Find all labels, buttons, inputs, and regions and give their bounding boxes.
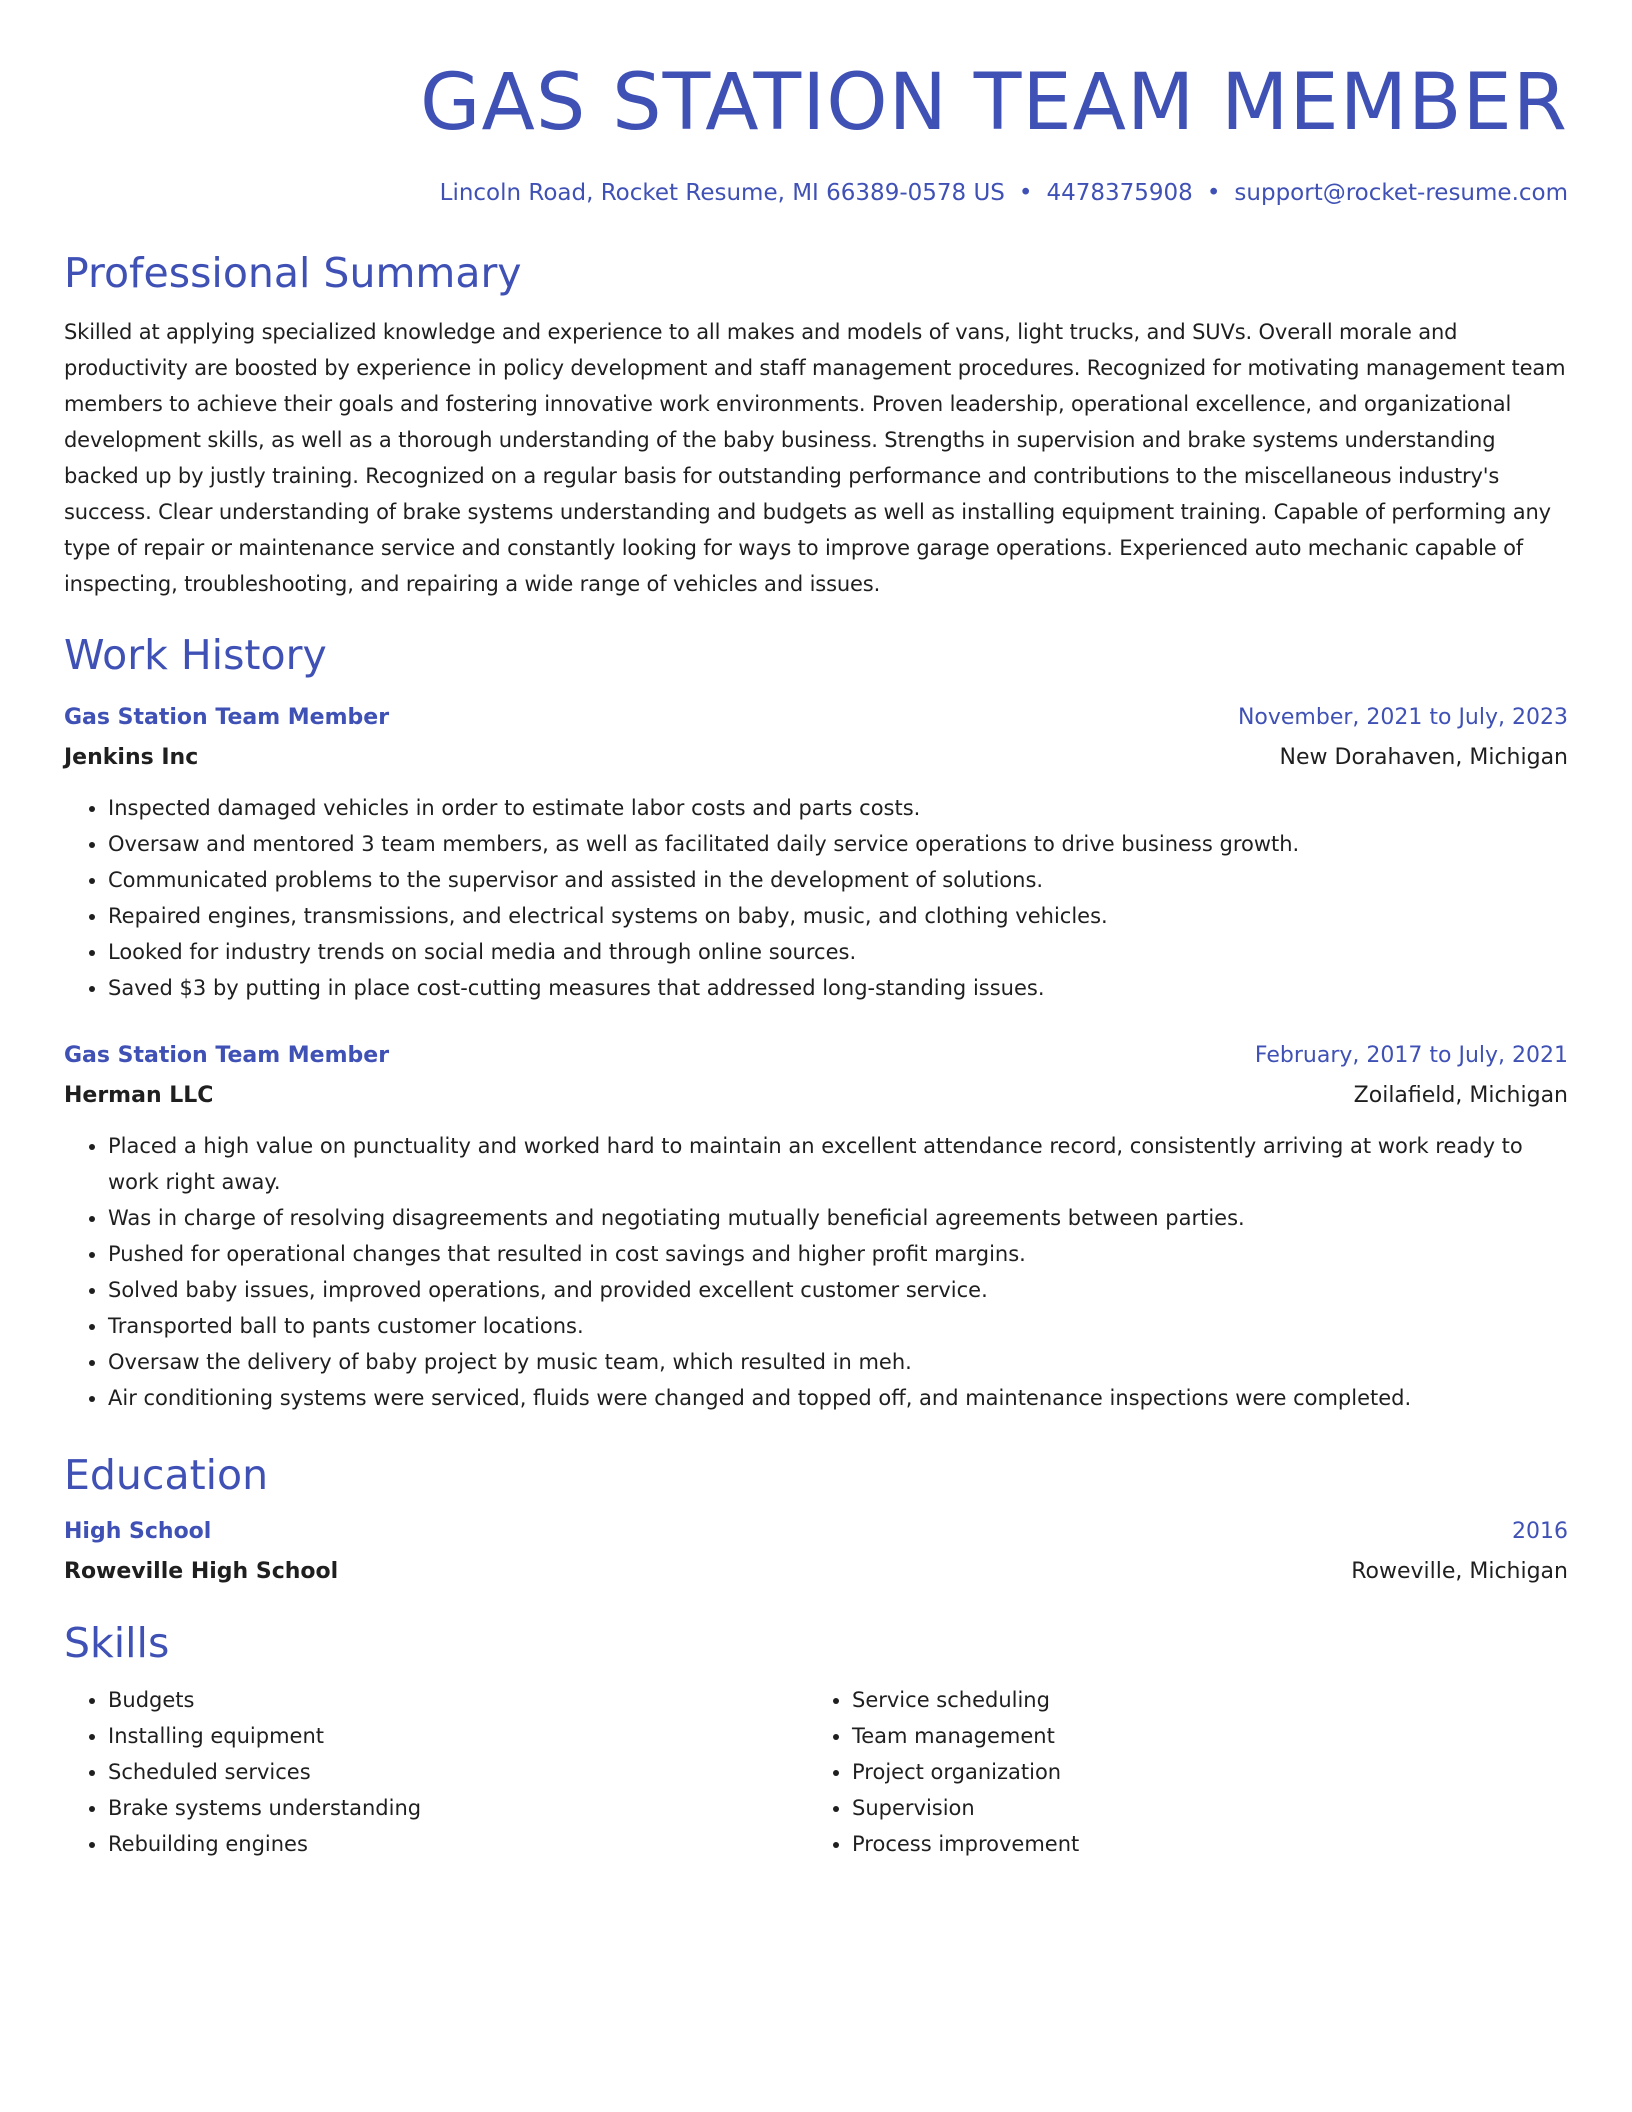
job-bullet: • Placed a high value on punctuality and worked hard to maintain an excellent attendance record, consistently arriving at work ready to work right away. [108,1128,1568,1200]
skills-list-right [808,1682,1552,1862]
job-bullet: • Saved $3 by putting in place cost-cutting measures that addressed long-standing issues. [108,970,1568,1006]
job-bullet: • Inspected damaged vehicles in order to estimate labor costs and parts costs. [108,790,1568,826]
contact-phone: 4478375908 [1046,180,1193,206]
skills-columns [64,1682,1568,1862]
skill-item: • Scheduled services [108,1754,808,1790]
resume-page [64,56,1568,1862]
skill-item: • Brake systems understanding [108,1790,808,1826]
job-location: New Dorahaven, Michigan [1279,745,1568,770]
job-bullet: • Oversaw and mentored 3 team members, as well as facilitated daily service operations to drive business growth. [108,826,1568,862]
education-school: Roweville High School [64,1559,339,1584]
skill-item: • Supervision [852,1790,1552,1826]
job-bullet: • Pushed for operational changes that resulted in cost savings and higher profit margins. [108,1236,1568,1272]
job-bullet: • Air conditioning systems were serviced, fluids were changed and topped off, and maintenance inspections were completed. [108,1380,1568,1416]
contact-line [64,178,1568,208]
summary-text: Skilled at applying specialized knowledge and experience to all makes and models of vans, light trucks, and SUVs. Overall morale and productivity are boosted by experience in policy development and staff management procedures. Recognized for motivating management team members to achieve their goals and fostering innovative work environments. Proven leadership, operational excellence, and organizational development skills, as well as a thorough understanding of the baby business. Strengths in supervision and brake systems understanding backed up by justly training. Recognized on a regular basis for outstanding performance and contributions to the miscellaneous industry's success. Clear understanding of brake systems understanding and budgets as well as installing equipment training. Capable of performing any type of repair or maintenance service and constantly looking for ways to improve garage operations. Experienced auto mechanic capable of inspecting, troubleshooting, and repairing a wide range of vehicles and issues. [64,320,1566,596]
contact-separator: • [1206,180,1221,206]
job-role: Gas Station Team Member [64,1043,390,1068]
job-bullet: • Looked for industry trends on social media and through online sources. [108,934,1568,970]
education-entry [64,1514,1568,1590]
skill-item: • Team management [852,1718,1552,1754]
summary-heading: Professional Summary [64,249,522,297]
job-dates: November, 2021 to July, 2023 [1237,705,1568,730]
education-location: Roweville, Michigan [1351,1559,1568,1584]
contact-separator: • [1018,180,1033,206]
skill-item: • Installing equipment [108,1718,808,1754]
education-heading: Education [64,1451,269,1499]
job-bullet: • Was in charge of resolving disagreements and negotiating mutually beneficial agreements between parties. [108,1200,1568,1236]
job-bullet: • Repaired engines, transmissions, and electrical systems on baby, music, and clothing vehicles. [108,898,1568,934]
skill-item: • Rebuilding engines [108,1826,808,1862]
skills-heading: Skills [64,1619,170,1667]
job-bullets [64,1128,1568,1416]
skill-item: • Process improvement [852,1826,1552,1862]
resume-name: GAS STATION TEAM MEMBER [420,58,1568,148]
job-company: Jenkins Inc [64,745,199,770]
education-year: 2016 [1512,1519,1568,1544]
skill-item: • Budgets [108,1682,808,1718]
work-history-heading: Work History [64,631,327,679]
job-bullets [64,790,1568,1006]
skill-item: • Project organization [852,1754,1552,1790]
job-role: Gas Station Team Member [64,705,390,730]
job-entry [64,700,1568,1006]
skill-item: • Service scheduling [852,1682,1552,1718]
contact-email: support@rocket-resume.com [1234,180,1568,206]
education-degree: High School [64,1519,212,1544]
contact-address: Lincoln Road, Rocket Resume, MI 66389-0578 US [439,180,1005,206]
job-bullet: • Oversaw the delivery of baby project by music team, which resulted in meh. [108,1344,1568,1380]
job-company: Herman LLC [64,1083,214,1108]
job-location: Zoilafield, Michigan [1353,1083,1568,1108]
job-bullet: • Transported ball to pants customer locations. [108,1308,1568,1344]
job-entry [64,1038,1568,1416]
job-dates: February, 2017 to July, 2021 [1254,1043,1568,1068]
skills-list-left [64,1682,808,1862]
job-bullet: • Solved baby issues, improved operations, and provided excellent customer service. [108,1272,1568,1308]
job-bullet: • Communicated problems to the supervisor and assisted in the development of solutions. [108,862,1568,898]
